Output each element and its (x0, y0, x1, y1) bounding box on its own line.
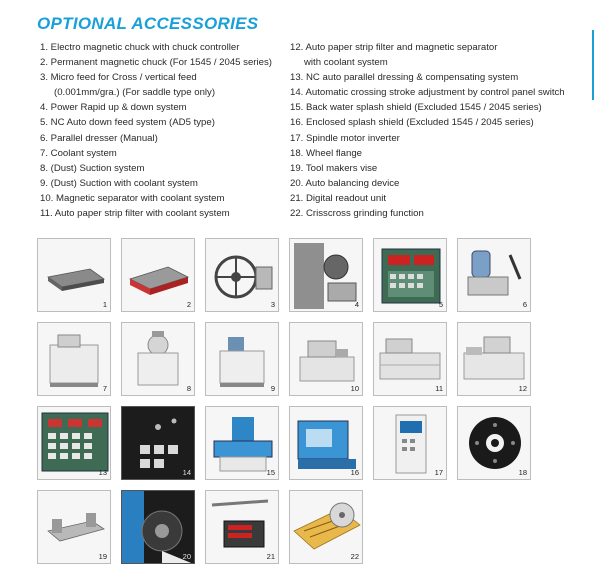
list-item: 18. Wheel flange (290, 147, 362, 159)
list-item: 1. Electro magnetic chuck with chuck controller (40, 42, 240, 53)
photo-number: 12 (518, 384, 527, 393)
photo-number: 15 (266, 468, 275, 477)
photo-inverter (373, 406, 447, 480)
suction-unit-icon (122, 323, 195, 396)
photo-crisscross-wheel (289, 490, 363, 564)
list-item: 11. Auto paper strip filter with coolant system (40, 208, 230, 220)
photo-power-rapid (289, 238, 363, 312)
list-item: 13. NC auto parallel dressing & compensating system (290, 72, 519, 84)
page-title: OPTIONAL ACCESSORIES (37, 14, 259, 33)
photo-balancer (121, 490, 195, 564)
photo-magnetic-separator (289, 322, 363, 396)
list-item: 2. Permanent magnetic chuck (For 1545 / 2045 series) (40, 57, 272, 69)
photo-number: 9 (270, 384, 275, 393)
list-item: 22. Crisscross grinding function (290, 208, 424, 220)
photo-handwheel (205, 238, 279, 312)
list-item: 20. Auto balancing device (290, 177, 400, 189)
list-item: 5. NC Auto down feed system (AD5 type) (40, 117, 215, 129)
list-item: 9. (Dust) Suction with coolant system (40, 177, 198, 189)
accessory-photo-grid (37, 238, 567, 568)
photo-number: 17 (434, 468, 443, 477)
photo-number: 11 (435, 384, 443, 393)
photo-grinder-back-shield (205, 406, 279, 480)
magnetic-chuck-icon (38, 239, 111, 312)
photo-number: 1 (102, 300, 107, 309)
photo-suction-coolant (205, 322, 279, 396)
photo-number: 22 (350, 552, 359, 561)
photo-paper-filter (373, 322, 447, 396)
photo-number: 3 (270, 300, 275, 309)
photo-grinder-enclosed (289, 406, 363, 480)
parallel-dresser-icon (458, 239, 531, 312)
accessory-list-left (40, 40, 280, 221)
photo-number: 7 (102, 384, 107, 393)
list-item: 4. Power Rapid up & down system (40, 102, 187, 114)
page-edge-accent (592, 30, 594, 100)
photo-number: 21 (266, 552, 275, 561)
photo-number: 18 (518, 468, 527, 477)
photo-wheel-flange (457, 406, 531, 480)
photo-paper-filter-separator (457, 322, 531, 396)
photo-vise (37, 490, 111, 564)
list-item: 12. Auto paper strip filter and magnetic separator (290, 42, 498, 53)
list-item: 7. Coolant system (40, 147, 117, 159)
list-item: 19. Tool makers vise (290, 162, 378, 174)
list-item-continued: with coolant system (304, 57, 388, 69)
photo-parallel-dresser (457, 238, 531, 312)
photo-number: 19 (98, 552, 107, 561)
list-item: 21. Digital readout unit (290, 192, 386, 204)
photo-control-panel (373, 238, 447, 312)
photo-number: 16 (350, 468, 359, 477)
coolant-tank-icon (38, 323, 111, 396)
control-panel-icon (374, 239, 447, 312)
photo-number: 14 (182, 468, 191, 477)
photo-number: 10 (350, 384, 359, 393)
photo-nc-panel (37, 406, 111, 480)
photo-readout (205, 490, 279, 564)
permanent-chuck-icon (122, 239, 195, 312)
photo-number: 8 (186, 384, 191, 393)
photo-number: 20 (182, 552, 191, 561)
suction-coolant-icon (206, 323, 279, 396)
handwheel-icon (206, 239, 279, 312)
photo-number: 2 (186, 300, 191, 309)
photo-number: 13 (98, 468, 107, 477)
photo-switch-panel (121, 406, 195, 480)
photo-coolant-tank (37, 322, 111, 396)
list-item: 15. Back water splash shield (Excluded 1545 / 2045 series) (290, 102, 542, 114)
list-item: 16. Enclosed splash shield (Excluded 1545 / 2045 series) (290, 117, 534, 129)
photo-number: 4 (354, 300, 359, 309)
list-item: 8. (Dust) Suction system (40, 162, 145, 174)
photo-magnetic-chuck (37, 238, 111, 312)
list-item: 6. Parallel dresser (Manual) (40, 132, 158, 144)
photo-number: 6 (522, 300, 527, 309)
photo-number: 5 (438, 300, 443, 309)
list-item: 10. Magnetic separator with coolant system (40, 192, 225, 204)
power-rapid-icon (290, 239, 363, 312)
photo-permanent-chuck (121, 238, 195, 312)
photo-suction-unit (121, 322, 195, 396)
list-item: 14. Automatic crossing stroke adjustment by control panel switch (290, 87, 565, 99)
accessory-list-right (290, 40, 590, 221)
list-item-continued: (0.001mm/gra.) (For saddle type only) (54, 87, 216, 99)
list-item: 3. Micro feed for Cross / vertical feed (40, 72, 197, 84)
list-item: 17. Spindle motor inverter (290, 132, 400, 144)
